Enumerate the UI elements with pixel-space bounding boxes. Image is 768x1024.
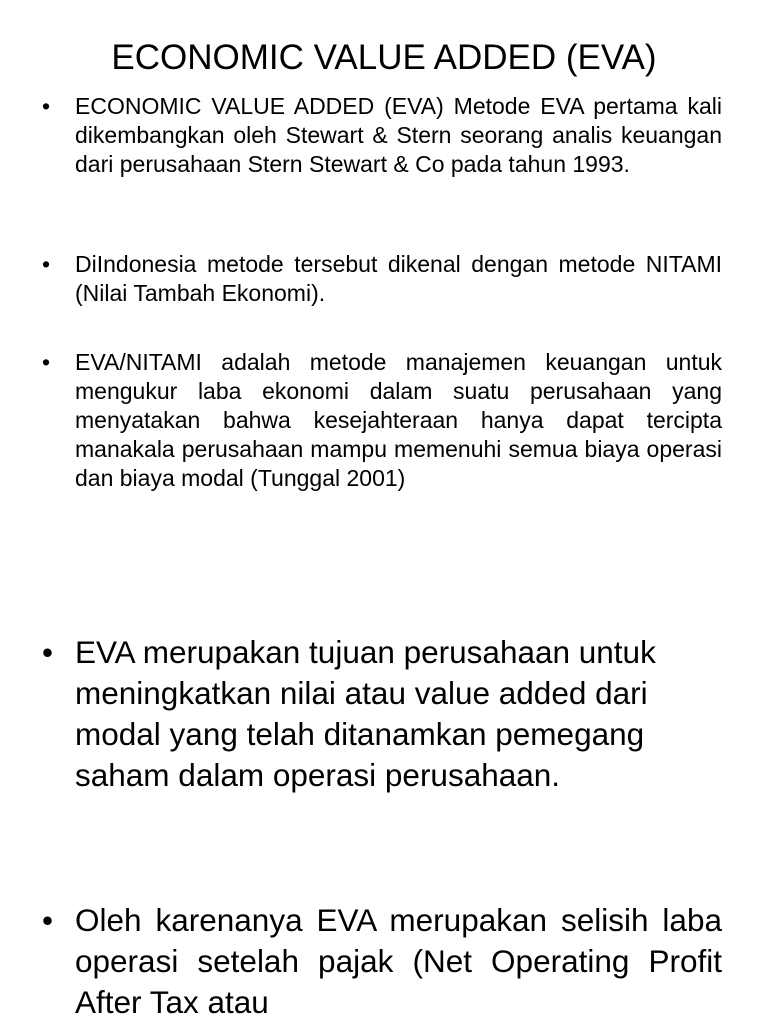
bullet-text: EVA/NITAMI adalah metode manajemen keuangan untuk mengukur laba ekonomi dalam suatu perusahaan yang menyatakan bahwa kesejahteraan hanya dapat tercipta manakala perusahaan mampu memenuhi semua biaya operasi dan biaya modal (Tunggal 2001) [75,349,722,491]
bullet-symbol: • [42,634,54,670]
bullet-symbol: • [42,902,54,938]
slide-title: ECONOMIC VALUE ADDED (EVA) [111,38,657,77]
bullet-item [42,348,722,493]
bullet-symbol: • [42,93,51,119]
bullet-item [42,632,722,796]
bullet-symbol: • [42,251,51,277]
bullet-text: Oleh karenanya EVA merupakan selisih laba operasi setelah pajak (Net Operating Profit After Tax atau [75,902,722,1020]
bullet-item [42,900,722,1023]
bullet-symbol: • [42,349,51,375]
bullet-text: ECONOMIC VALUE ADDED (EVA) Metode EVA pertama kali dikembangkan oleh Stewart & Stern seorang analis keuangan dari perusahaan Stern Stewart & Co pada tahun 1993. [75,93,722,177]
bullet-text: EVA merupakan tujuan perusahaan untuk meningkatkan nilai atau value added dari modal yang telah ditanamkan pemegang saham dalam operasi perusahaan. [75,634,656,793]
bullet-item [42,250,722,308]
bullet-item [42,92,722,179]
bullet-text: DiIndonesia metode tersebut dikenal dengan metode NITAMI (Nilai Tambah Ekonomi). [75,251,722,306]
